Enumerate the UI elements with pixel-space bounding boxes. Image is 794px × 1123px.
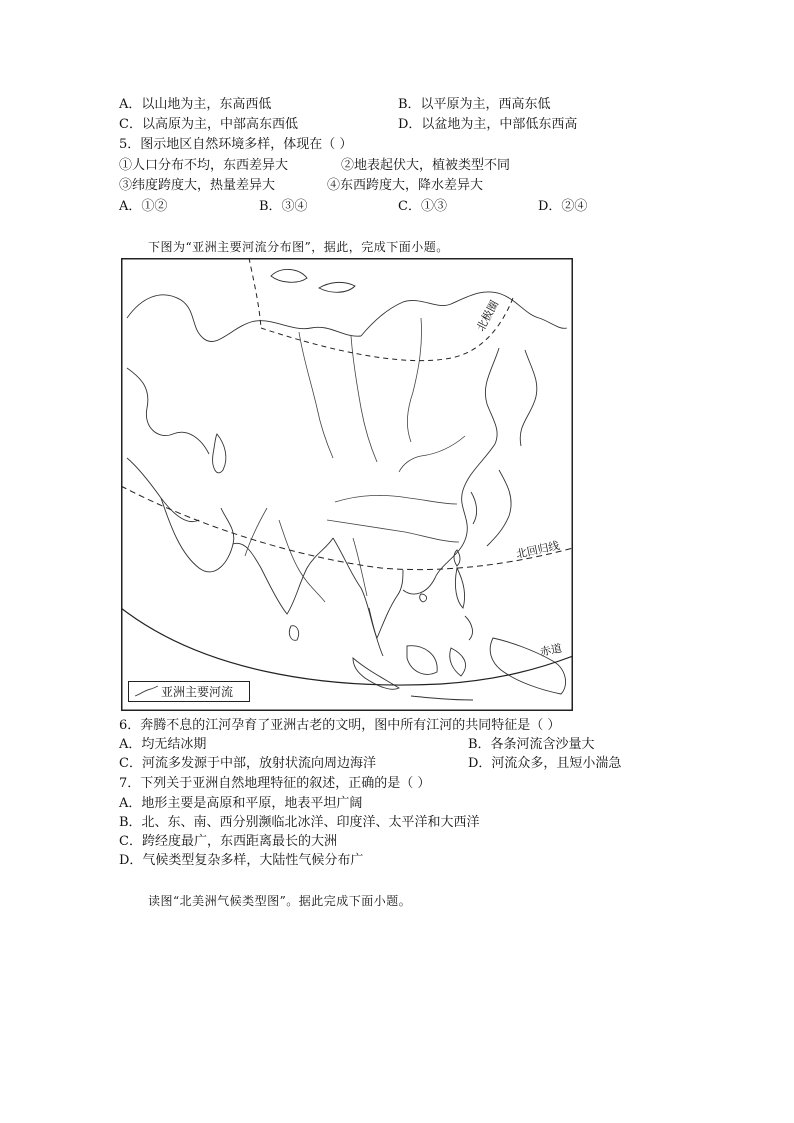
q5-statement-2: ②地表起伏大，植被类型不同 xyxy=(341,158,511,173)
arctic-circle-label: 北极圈 xyxy=(474,298,502,334)
asia-map-svg xyxy=(121,258,573,711)
map-intro-text: 下图为“亚洲主要河流分布图”，据此，完成下面小题。 xyxy=(148,240,449,254)
map-frame xyxy=(122,259,573,711)
q4-option-d: D．以盆地为主，中部低东西高 xyxy=(398,117,578,132)
q4-option-a: A．以山地为主，东高西低 xyxy=(119,97,272,112)
q5-statement-3: ③纬度跨度大，热量差异大 xyxy=(119,178,276,193)
q4-option-c: C．以高原为主，中部高东西低 xyxy=(119,117,298,132)
q6-option-c: C．河流多发源于中部，放射状流向周边海洋 xyxy=(119,756,376,771)
equator-label: 赤道 xyxy=(538,641,564,659)
q4-option-b: B．以平原为主，西高东低 xyxy=(398,97,551,112)
q6-option-b: B．各条河流含沙量大 xyxy=(468,737,595,752)
q6-option-d: D．河流众多，且短小湍急 xyxy=(468,756,622,771)
legend-label: 亚洲主要河流 xyxy=(161,685,234,699)
q5-option-c: C．①③ xyxy=(398,199,447,214)
q6-stem: 6．奔腾不息的江河孕育了亚洲古老的文明，图中所有江河的共同特征是（ ） xyxy=(119,718,561,733)
q5-statement-1: ①人口分布不均，东西差异大 xyxy=(119,158,289,173)
q5-option-d: D．②④ xyxy=(538,199,588,214)
q5-option-b: B．③④ xyxy=(259,199,308,214)
q7-option-d: D．气候类型复杂多样，大陆性气候分布广 xyxy=(119,853,364,868)
q7-stem: 7．下列关于亚洲自然地理特征的叙述，正确的是（ ） xyxy=(119,776,431,791)
river-line-icon xyxy=(133,682,159,701)
asia-river-map xyxy=(121,258,573,711)
q7-option-a: A．地形主要是高原和平原，地表平坦广阔 xyxy=(119,796,363,811)
q7-option-b: B．北、东、南、西分别濒临北冰洋、印度洋、太平洋和大西洋 xyxy=(119,815,480,830)
map-legend xyxy=(128,681,250,702)
climate-map-intro-text: 读图“北美洲气候类型图”。据此完成下面小题。 xyxy=(148,894,412,908)
tropic-of-cancer-label: 北回归线 xyxy=(514,539,561,561)
q5-stem: 5．图示地区自然环境多样，体现在（ ） xyxy=(119,137,353,152)
q7-option-c: C．跨经度最广，东西距离最长的大洲 xyxy=(119,834,337,849)
q5-statement-4: ④东西跨度大，降水差异大 xyxy=(327,178,484,193)
q5-option-a: A．①② xyxy=(119,199,168,214)
q6-option-a: A．均无结冰期 xyxy=(119,737,207,752)
